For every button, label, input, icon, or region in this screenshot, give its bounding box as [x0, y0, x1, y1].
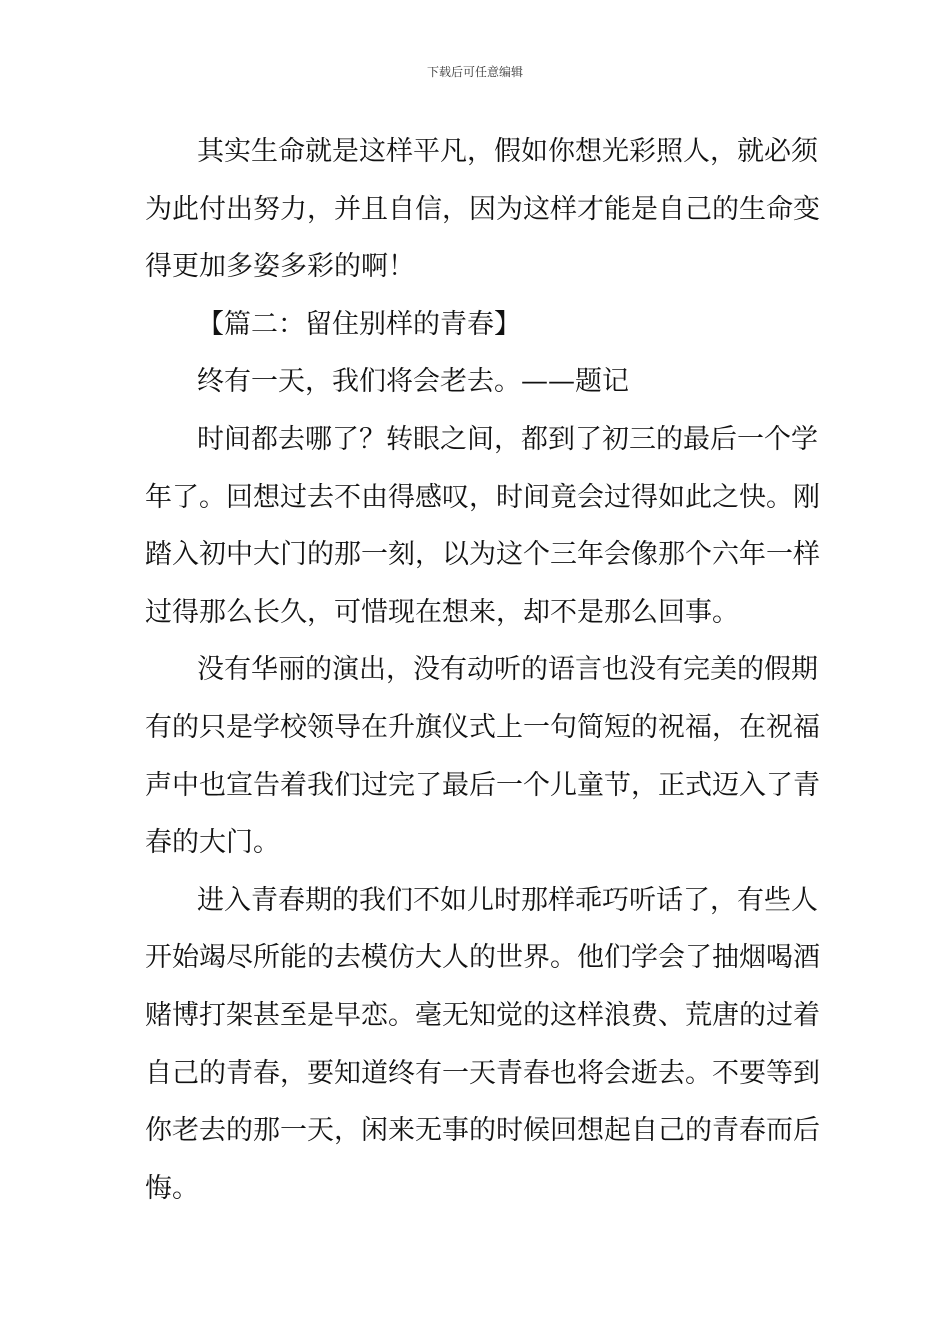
epigraph: 终有一天，我们将会老去。——题记 [197, 366, 629, 398]
paragraph-3-line-1: 没有华丽的演出，没有动听的语言也没有完美的假期 [197, 654, 818, 686]
paragraph-4-line-2: 开始竭尽所能的去模仿大人的世界。他们学会了抽烟喝酒 [145, 942, 820, 974]
section-heading: 【篇二：留住别样的青春】 [197, 308, 521, 340]
paragraph-2-line-4: 过得那么长久，可惜现在想来，却不是那么回事。 [145, 596, 739, 628]
paragraph-2-line-2: 年了。回想过去不由得感叹，时间竟会过得如此之快。刚 [145, 481, 820, 513]
document-body [145, 123, 820, 1217]
paragraph-2-line-3: 踏入初中大门的那一刻，以为这个三年会像那个六年一样 [145, 539, 820, 571]
paragraph-4-line-1: 进入青春期的我们不如儿时那样乖巧听话了，有些人 [197, 884, 818, 916]
paragraph-3-line-3: 声中也宣告着我们过完了最后一个儿童节，正式迈入了青 [145, 769, 820, 801]
paragraph-3-line-4: 春的大门。 [145, 827, 280, 859]
paragraph-1-line-3: 得更加多姿多彩的啊！ [145, 251, 415, 283]
paragraph-4-line-3: 赌博打架甚至是早恋。毫无知觉的这样浪费、荒唐的过着 [145, 999, 820, 1031]
paragraph-1-line-2: 为此付出努力，并且自信，因为这样才能是自己的生命变 [145, 193, 820, 225]
paragraph-4-line-6: 悔。 [145, 1172, 199, 1204]
page-header: 下载后可任意编辑 [426, 65, 523, 79]
paragraph-2-line-1: 时间都去哪了？转眼之间，都到了初三的最后一个学 [197, 423, 818, 455]
paragraph-4-line-5: 你老去的那一天，闲来无事的时候回想起自己的青春而后 [145, 1115, 820, 1147]
paragraph-3-line-2: 有的只是学校领导在升旗仪式上一句简短的祝福，在祝福 [145, 711, 820, 743]
paragraph-4-line-4: 自己的青春，要知道终有一天青春也将会逝去。不要等到 [145, 1057, 820, 1089]
paragraph-1-line-1: 其实生命就是这样平凡，假如你想光彩照人，就必须 [197, 136, 818, 167]
